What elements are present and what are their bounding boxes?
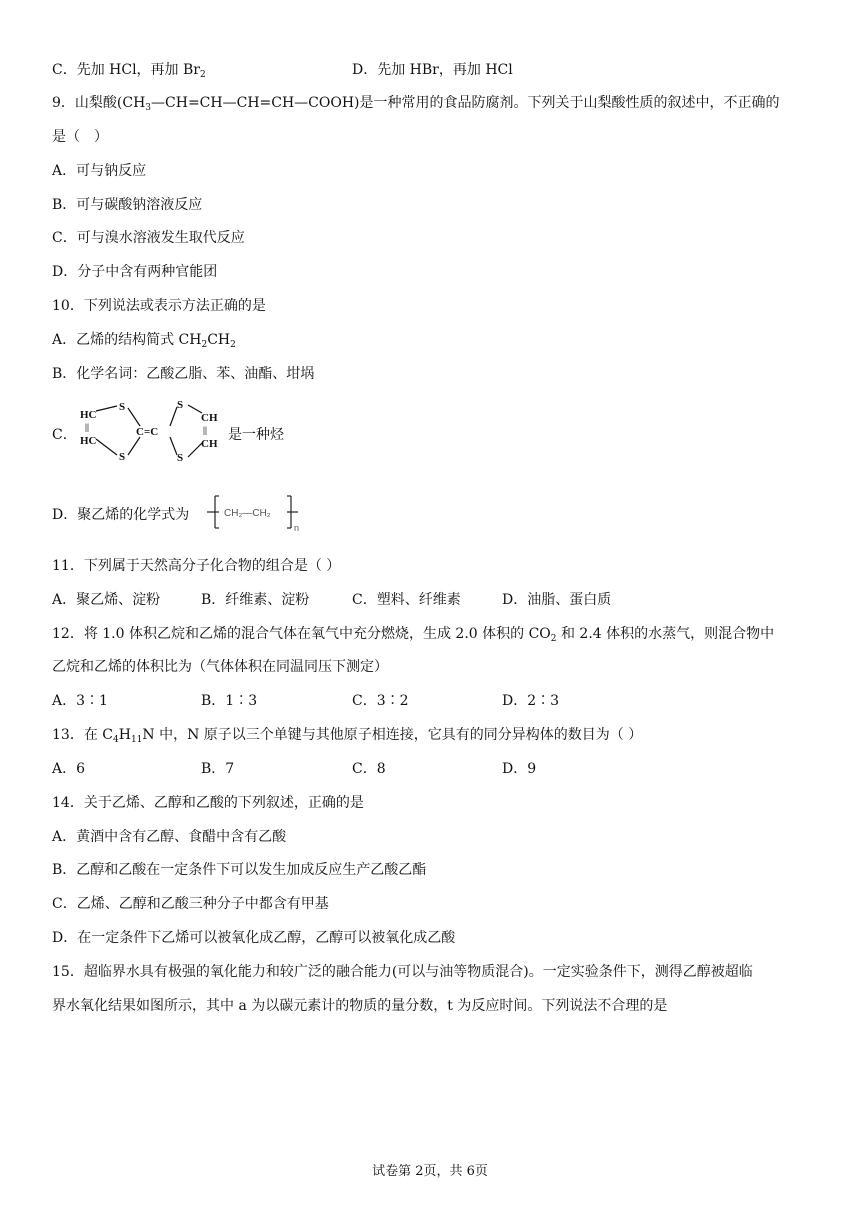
q8-option-c: C．先加 HCl，再加 $Br_2$: [52, 62, 206, 80]
polyethylene-formula: [205, 492, 310, 536]
q14-option-c: C．乙烯、乙醇和乙酸三种分子中都含有甲基: [52, 896, 329, 912]
q8-option-d: D．先加 HBr，再加 HCl: [352, 62, 513, 78]
struct-hc-bottom: HC: [80, 435, 97, 447]
q9-option-d: D．分子中含有两种官能团: [52, 264, 218, 280]
q10-option-c-label: C．: [52, 427, 77, 443]
struct-hc-top: HC: [80, 409, 97, 421]
q10-option-c-suffix: 是一种烃: [228, 427, 284, 443]
q12-option-d: D．2∶3: [502, 693, 560, 709]
q15-stem: 15．超临界水具有极强的氧化能力和较广泛的融合能力(可以与油等物质混合)。一定实验条件下，测得乙醇被超临: [52, 964, 753, 980]
q14-option-d: D．在一定条件下乙烯可以被氧化成乙醇，乙醇可以被氧化成乙酸: [52, 930, 456, 946]
struct-ch-top: CH: [201, 412, 218, 424]
q12-option-a: A．3∶1: [52, 693, 108, 709]
struct-s-bl: S: [119, 451, 126, 463]
q14-option-a: A．黄酒中含有乙醇、食醋中含有乙酸: [52, 829, 287, 845]
q14-stem: 14．关于乙烯、乙醇和乙酸的下列叙述，正确的是: [52, 795, 364, 811]
struct-double-right: ||: [203, 425, 207, 435]
struct-cc: C=C: [136, 426, 159, 438]
struct-s-br: S: [177, 452, 184, 464]
struct-s-tl: S: [119, 401, 126, 413]
q11-option-d: D．油脂、蛋白质: [502, 592, 612, 608]
q9-stem: 9．山梨酸$(CH_3—CH=CH—CH=CH—COOH)$是一种常用的食品防腐剂。下列关于山梨酸性质的叙述中，不正确的: [52, 95, 780, 113]
q12-stem: 12．将 1.0 体积乙烷和乙烯的混合气体在氧气中充分燃烧，生成 2.0 体积的 $CO_2$ 和 2.4 体积的水蒸气，则混合物中: [52, 626, 775, 644]
q10-option-a: A．乙烯的结构简式 $CH_2CH_2$: [52, 332, 236, 350]
q11-option-a: A．聚乙烯、淀粉: [52, 592, 161, 608]
q9-option-b: B．可与碳酸钠溶液反应: [52, 197, 203, 213]
struct-double-left: ||: [85, 422, 89, 432]
q9-stem-cont: 是（ ）: [52, 129, 108, 145]
tetrathiafulvalene-structure: [78, 397, 228, 467]
q13-option-d: D．9: [502, 761, 537, 777]
q12-option-b: B．1∶3: [201, 693, 258, 709]
struct-ch-bottom: CH: [201, 438, 218, 450]
struct-s-tr: S: [177, 399, 184, 411]
q9-option-c: C．可与溴水溶液发生取代反应: [52, 230, 245, 246]
q15-stem-cont: 界水氧化结果如图所示，其中 a 为以碳元素计的物质的量分数，t 为反应时间。下列说法不合理的是: [52, 998, 668, 1014]
q11-option-b: B．纤维素、淀粉: [201, 592, 310, 608]
q10-option-d: D．聚乙烯的化学式为: [52, 507, 190, 523]
q13-option-b: B．7: [201, 761, 235, 777]
polyethylene-subscript-n: n: [294, 523, 300, 533]
q10-stem: 10．下列说法或表示方法正确的是: [52, 298, 266, 314]
q11-stem: 11．下列属于天然高分子化合物的组合是（ ）: [52, 558, 341, 574]
polyethylene-unit: CH₂—CH₂: [224, 508, 271, 519]
q11-option-c: C．塑料、纤维素: [352, 592, 461, 608]
q13-stem: 13．在 $C_4H_{11}N$ 中，N 原子以三个单键与其他原子相连接，它具有的同分异构体的数目为（ ）: [52, 727, 643, 745]
q10-option-b: B．化学名词：乙酸乙脂、苯、油酯、坩埚: [52, 366, 315, 382]
q13-option-c: C．8: [352, 761, 386, 777]
q13-option-a: A．6: [52, 761, 86, 777]
page-footer: 试卷第 2页，共 6页: [372, 1164, 488, 1179]
q9-option-a: A．可与钠反应: [52, 163, 147, 179]
q14-option-b: B．乙醇和乙酸在一定条件下可以发生加成反应生产乙酸乙酯: [52, 862, 427, 878]
q12-option-c: C．3∶2: [352, 693, 409, 709]
q12-stem-cont: 乙烷和乙烯的体积比为（气体体积在同温同压下测定）: [52, 659, 388, 675]
